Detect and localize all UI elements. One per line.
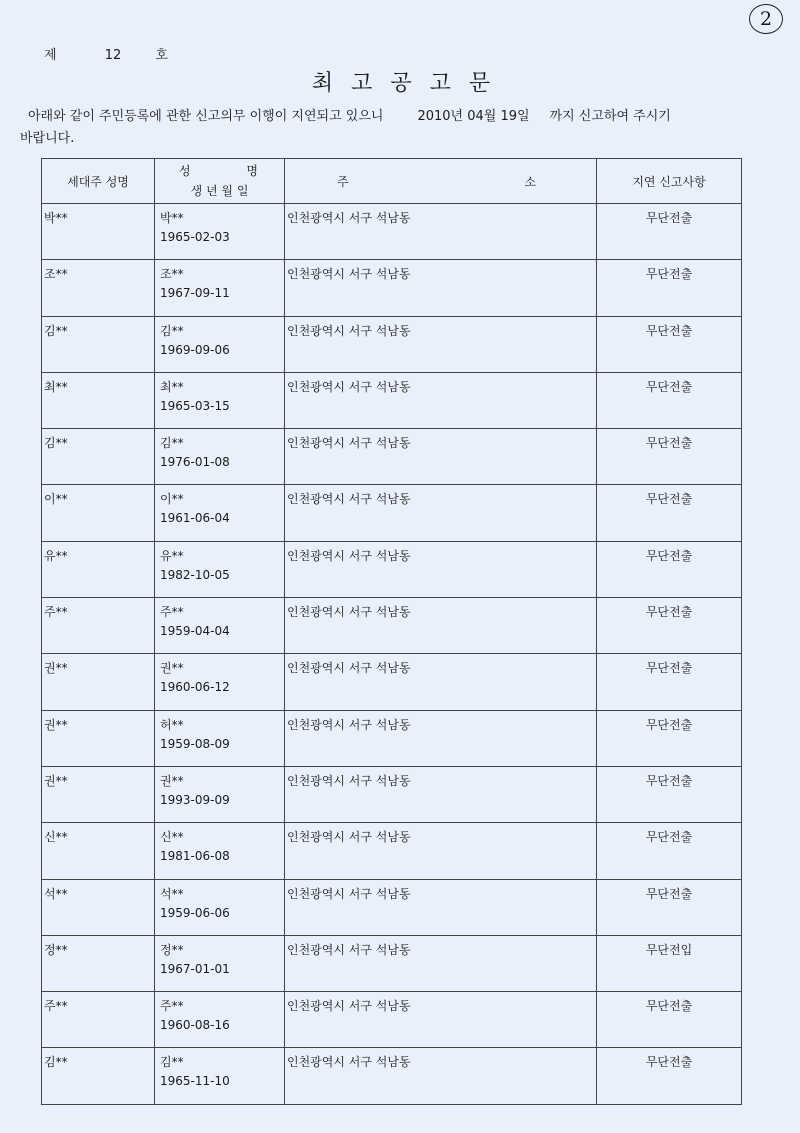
- reason-cell: [597, 710, 742, 766]
- reason-cell: [597, 766, 742, 822]
- holder-name: 박**: [44, 211, 68, 225]
- address-cell: [285, 485, 597, 541]
- address-text: 인천광역시 서구 석남동: [287, 323, 411, 338]
- reason-cell: [597, 654, 742, 710]
- birth-date: 1967-01-01: [160, 961, 230, 976]
- person-cell: [155, 823, 285, 879]
- table-row: [42, 260, 742, 316]
- holder-name: 신**: [44, 830, 68, 845]
- person-name: 김**: [160, 436, 184, 451]
- birth-date: 1965-11-10: [160, 1074, 230, 1089]
- address-cell: [285, 260, 597, 316]
- birth-date: 1959-04-04: [160, 624, 230, 639]
- table-header-row: [42, 159, 742, 204]
- holder-cell: [42, 541, 155, 597]
- table-row: [42, 823, 742, 879]
- address-text: 인천광역시 서구 석남동: [287, 379, 411, 394]
- address-text: 인천광역시 서구 석남동: [287, 605, 411, 620]
- person-name: 주**: [160, 605, 184, 620]
- person-cell: [155, 260, 285, 316]
- holder-cell: [42, 879, 155, 935]
- reason-text: 무단전출: [645, 436, 693, 451]
- person-cell: [155, 766, 285, 822]
- person-name: 정**: [160, 942, 184, 957]
- birth-date: 1965-03-15: [160, 398, 230, 413]
- reason-cell: [597, 992, 742, 1048]
- address-cell: [285, 766, 597, 822]
- birth-date: 1976-01-08: [160, 455, 230, 470]
- address-cell: [285, 992, 597, 1048]
- document-number: [44, 44, 168, 63]
- reason-text: 무단전출: [645, 211, 693, 225]
- address-cell: [285, 1048, 597, 1104]
- reason-text: 무단전출: [645, 548, 693, 563]
- table-row: [42, 429, 742, 485]
- reason-cell: [597, 372, 742, 428]
- address-text: 인천광역시 서구 석남동: [287, 942, 411, 957]
- reason-text: 무단전출: [645, 717, 693, 732]
- notice-deadline: 2010년 04월 19일: [417, 109, 530, 124]
- doc-no-prefix: 제: [44, 48, 57, 63]
- reason-text: 무단전출: [645, 773, 693, 788]
- birth-date: 1961-06-04: [160, 511, 230, 526]
- person-name: 주**: [160, 999, 184, 1014]
- address-text: 인천광역시 서구 석남동: [287, 886, 411, 901]
- reason-cell: [597, 260, 742, 316]
- address-cell: [285, 879, 597, 935]
- address-text: 인천광역시 서구 석남동: [287, 773, 411, 788]
- table-row: [42, 372, 742, 428]
- table-row: [42, 204, 742, 260]
- holder-cell: [42, 1048, 155, 1104]
- table-row: [42, 710, 742, 766]
- reason-cell: [597, 204, 742, 260]
- birth-date: 1967-09-11: [160, 286, 230, 301]
- holder-name: 권**: [44, 717, 68, 732]
- reason-cell: [597, 823, 742, 879]
- address-cell: [285, 598, 597, 654]
- address-cell: [285, 710, 597, 766]
- holder-name: 김**: [44, 323, 68, 338]
- address-text: 인천광역시 서구 석남동: [287, 999, 411, 1014]
- table-row: [42, 654, 742, 710]
- reason-cell: [597, 429, 742, 485]
- header-name-left: 성: [179, 164, 191, 178]
- person-name: 김**: [160, 1055, 184, 1070]
- header-address-left: 주: [337, 174, 349, 189]
- reason-text: 무단전출: [645, 605, 693, 620]
- notice-part-a: 아래와 같이 주민등록에 관한 신고의무 이행이 지연되고 있으니: [28, 109, 384, 124]
- holder-cell: [42, 485, 155, 541]
- holder-cell: [42, 992, 155, 1048]
- table-row: [42, 879, 742, 935]
- address-cell: [285, 316, 597, 372]
- table-row: [42, 598, 742, 654]
- person-cell: [155, 316, 285, 372]
- reason-text: 무단전입: [645, 942, 693, 957]
- address-cell: [285, 372, 597, 428]
- birth-date: 1959-06-06: [160, 905, 230, 920]
- holder-cell: [42, 766, 155, 822]
- reason-cell: [597, 485, 742, 541]
- reason-text: 무단전출: [645, 379, 693, 394]
- reason-cell: [597, 541, 742, 597]
- holder-cell: [42, 710, 155, 766]
- reason-cell: [597, 879, 742, 935]
- person-name: 김**: [160, 323, 184, 338]
- address-cell: [285, 204, 597, 260]
- header-reason: 지연 신고사항: [597, 159, 742, 204]
- notice-text: [20, 106, 770, 150]
- person-cell: [155, 541, 285, 597]
- reason-text: 무단전출: [645, 323, 693, 338]
- address-text: 인천광역시 서구 석남동: [287, 267, 411, 282]
- address-cell: [285, 429, 597, 485]
- address-cell: [285, 541, 597, 597]
- reason-text: 무단전출: [645, 492, 693, 507]
- reason-text: 무단전출: [645, 830, 693, 845]
- address-cell: [285, 823, 597, 879]
- holder-cell: [42, 935, 155, 991]
- reason-text: 무단전출: [645, 661, 693, 676]
- person-cell: [155, 654, 285, 710]
- reason-cell: [597, 598, 742, 654]
- person-name: 권**: [160, 661, 184, 676]
- birth-date: 1981-06-08: [160, 849, 230, 864]
- birth-date: 1969-09-06: [160, 342, 230, 357]
- holder-name: 정**: [44, 942, 68, 957]
- notice-part-b: 까지 신고하여 주시기: [549, 109, 671, 124]
- reason-text: 무단전출: [645, 999, 693, 1014]
- delinquent-residents-table: [41, 158, 742, 1105]
- person-name: 박**: [160, 211, 184, 225]
- table-row: [42, 992, 742, 1048]
- doc-no-suffix: 호: [155, 48, 168, 63]
- reason-cell: [597, 1048, 742, 1104]
- person-cell: [155, 1048, 285, 1104]
- holder-name: 권**: [44, 661, 68, 676]
- birth-date: 1960-08-16: [160, 1018, 230, 1033]
- person-name: 유**: [160, 548, 184, 563]
- birth-date: 1965-02-03: [160, 230, 230, 244]
- person-name: 권**: [160, 773, 184, 788]
- birth-date: 1960-06-12: [160, 680, 230, 695]
- header-address: [285, 159, 597, 204]
- person-name: 조**: [160, 267, 184, 282]
- address-text: 인천광역시 서구 석남동: [287, 830, 411, 845]
- holder-cell: [42, 316, 155, 372]
- birth-date: 1982-10-05: [160, 567, 230, 582]
- person-cell: [155, 992, 285, 1048]
- header-name-birth: [155, 159, 285, 204]
- table-row: [42, 1048, 742, 1104]
- person-cell: [155, 879, 285, 935]
- holder-name: 조**: [44, 267, 68, 282]
- table-row: [42, 766, 742, 822]
- address-text: 인천광역시 서구 석남동: [287, 548, 411, 563]
- person-cell: [155, 935, 285, 991]
- reason-text: 무단전출: [645, 886, 693, 901]
- holder-name: 주**: [44, 999, 68, 1014]
- table-row: [42, 316, 742, 372]
- person-name: 허**: [160, 717, 184, 732]
- person-cell: [155, 598, 285, 654]
- holder-name: 석**: [44, 886, 68, 901]
- notice-line-2: 바랍니다.: [20, 131, 75, 146]
- table-row: [42, 935, 742, 991]
- address-text: 인천광역시 서구 석남동: [287, 1055, 411, 1070]
- reason-text: 무단전출: [645, 1055, 693, 1070]
- address-text: 인천광역시 서구 석남동: [287, 717, 411, 732]
- page-number-mark: 2: [749, 4, 783, 34]
- header-birth: 생 년 월 일: [190, 184, 249, 198]
- address-text: 인천광역시 서구 석남동: [287, 661, 411, 676]
- reason-cell: [597, 935, 742, 991]
- address-text: 인천광역시 서구 석남동: [287, 211, 411, 225]
- table-row: [42, 541, 742, 597]
- person-cell: [155, 204, 285, 260]
- holder-name: 주**: [44, 605, 68, 620]
- person-cell: [155, 485, 285, 541]
- holder-cell: [42, 429, 155, 485]
- holder-cell: [42, 598, 155, 654]
- birth-date: 1959-08-09: [160, 736, 230, 751]
- page-title: 최고공고문: [311, 71, 509, 96]
- reason-text: 무단전출: [645, 267, 693, 282]
- doc-no-number: 12: [104, 48, 122, 63]
- holder-name: 김**: [44, 1055, 68, 1070]
- address-cell: [285, 654, 597, 710]
- address-text: 인천광역시 서구 석남동: [287, 436, 411, 451]
- person-cell: [155, 372, 285, 428]
- holder-name: 권**: [44, 773, 68, 788]
- holder-name: 유**: [44, 548, 68, 563]
- holder-name: 최**: [44, 379, 68, 394]
- person-name: 신**: [160, 830, 184, 845]
- person-cell: [155, 710, 285, 766]
- holder-name: 이**: [44, 492, 68, 507]
- header-holder: 세대주 성명: [42, 159, 155, 204]
- header-address-right: 소: [524, 174, 536, 189]
- person-cell: [155, 429, 285, 485]
- holder-name: 김**: [44, 436, 68, 451]
- reason-cell: [597, 316, 742, 372]
- holder-cell: [42, 654, 155, 710]
- holder-cell: [42, 372, 155, 428]
- holder-cell: [42, 260, 155, 316]
- address-text: 인천광역시 서구 석남동: [287, 492, 411, 507]
- birth-date: 1993-09-09: [160, 792, 230, 807]
- person-name: 이**: [160, 492, 184, 507]
- holder-cell: [42, 823, 155, 879]
- table-row: [42, 485, 742, 541]
- address-cell: [285, 935, 597, 991]
- holder-cell: [42, 204, 155, 260]
- person-name: 석**: [160, 886, 184, 901]
- person-name: 최**: [160, 379, 184, 394]
- header-name-right: 명: [246, 164, 258, 178]
